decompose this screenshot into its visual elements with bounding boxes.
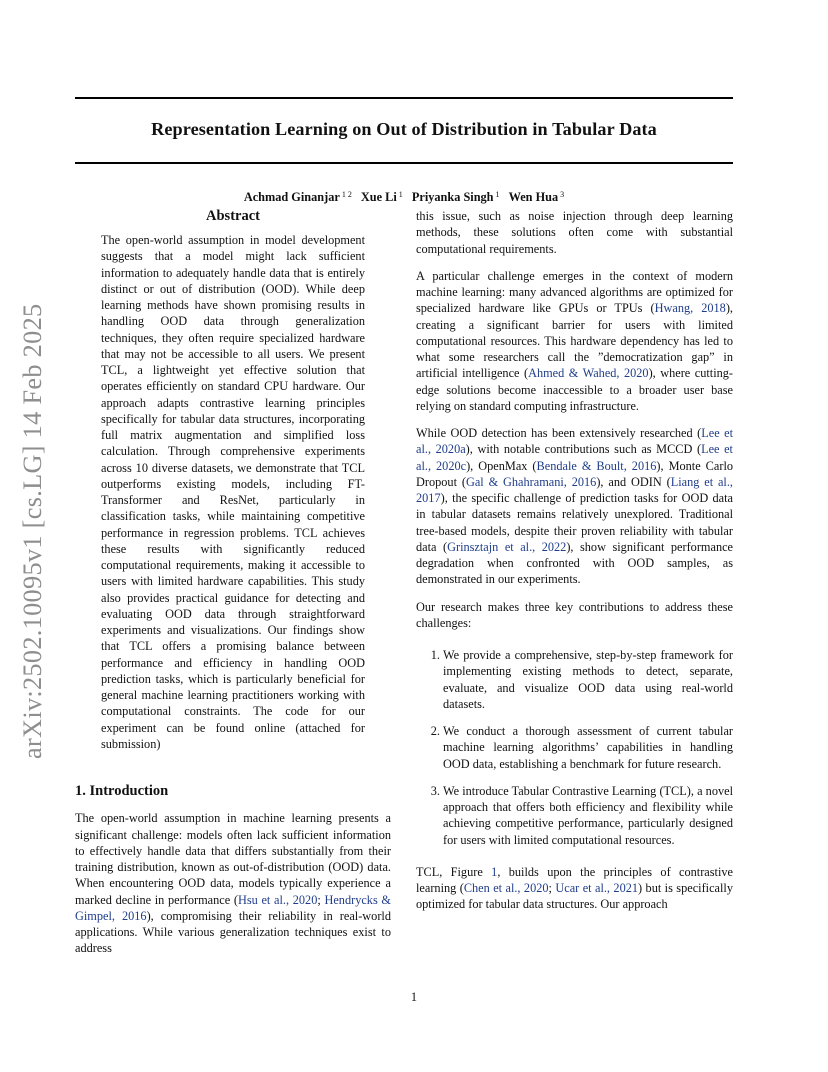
list-item: 1. We provide a comprehensive, step-by-step framework for implementing existing methods to detect, separate, evaluate, and visualize OOD data using real-world datasets.: [443, 647, 733, 712]
intro-paragraph: The open-world assumption in machine learning presents a significant challenge: models often lack sufficient information to effectively handle data that differs substantially from their training distribution, known as out-of-distribution (OOD) data. When encountering OOD data, models typically experience a marked decline in performance (Hsu et al., 2020; Hendrycks & Gimpel, 2016), compromising their reliability in real-world applications. While various generalization techniques exist to address: [75, 811, 391, 956]
intro-paragraph: TCL, Figure 1, builds upon the principles of contrastive learning (Chen et al., 2020; Ucar et al., 2021) but is specifically optimized for tabular data structures. Our approach: [416, 864, 733, 912]
citation-link[interactable]: Bendale & Boult, 2016: [536, 458, 657, 473]
intro-paragraph: this issue, such as noise injection through deep learning methods, these solutions often come with substantial computational requirements.: [416, 209, 733, 256]
citation-link[interactable]: Hwang, 2018: [654, 301, 726, 316]
citation-link[interactable]: Hsu et al., 2020: [237, 892, 318, 907]
author: Priyanka Singh $^1$: [411, 190, 500, 204]
citation-link[interactable]: Ahmed & Wahed, 2020: [528, 366, 649, 381]
abstract-text: The open-world assumption in model development suggests that a model might lack sufficient information to adequately handle data that is entirely distinct or out of distribution (OOD). While deep learning methods have shown promising results in handling OOD data through generalization techniques, they often require specialized hardware that may not be accessible to all users. We present TCL, a lightweight yet effective solution that operates efficiently on standard CPU hardware. Our approach adapts contrastive learning principles specifically for tabular data structures, incorporating full matrix augmentation and simplified loss calculation. Through comprehensive experiments across 10 diverse datasets, we demonstrate that TCL outperforms existing models, including FT-Transformer and ResNet, particularly in classification tasks, while maintaining competitive performance in regression problems. TCL achieves these results with significantly reduced computational requirements, making it accessible to users with limited hardware capabilities. This study also provides practical guidance for detecting and evaluating OOD data through straightforward experiments and visualizations. Our findings show that TCL offers a promising balance between performance and efficiency in handling OOD prediction tasks, which is particularly beneficial for general machine learning practitioners working with computational constraints. The code for our experiment can be found online (attached for submission): [101, 233, 365, 751]
citation-link[interactable]: Gal & Ghahramani, 2016: [465, 474, 597, 489]
arxiv-identifier: arXiv:2502.10095v1 [cs.LG] 14 Feb 2025: [18, 303, 47, 759]
right-column: [416, 208, 733, 913]
intro-paragraph: While OOD detection has been extensively researched (Lee et al., 2020a), with notable contributions such as MCCD (Lee et al., 2020c), OpenMax (Bendale & Boult, 2016), Monte Carlo Dropout (Gal & Ghahramani, 2016), and ODIN (Liang et al., 2017), the specific challenge of prediction tasks for OOD data in tabular datasets remains relatively unexplored. Traditional tree-based models, despite their proven reliability with tabular data (Grinsztajn et al., 2022), show significant performance degradation when confronted with OOD samples, as demonstrated in our experiments.: [416, 426, 734, 587]
list-item: 3. We introduce Tabular Contrastive Learning (TCL), a novel approach that offers both efficiency and flexibility while achieving competitive performance, particularly designed for users with limited computational resources.: [443, 783, 733, 848]
citation-link[interactable]: Hendrycks & Gimpel, 2016: [75, 892, 391, 923]
left-column: [75, 207, 391, 957]
citation-link[interactable]: Liang et al., 2017: [416, 474, 733, 505]
citation-link[interactable]: Grinsztajn et al., 2022: [447, 539, 567, 554]
title-rule-bottom: [75, 162, 733, 164]
contributions-list: [416, 647, 733, 848]
citation-link[interactable]: Lee et al., 2020a: [416, 426, 733, 457]
page-number: 1: [410, 990, 418, 1004]
author: Xue Li $^1$: [360, 190, 403, 204]
author: Achmad Ginanjar $^{1 2}$: [243, 190, 352, 204]
intro-paragraph: A particular challenge emerges in the context of modern machine learning: many advanced algorithms are optimized for specialized hardware like GPUs or TPUs (Hwang, 2018), creating a significant barrier for users with limited computational resources. This hardware dependency has led to what some researchers call the ”democratization gap” in artificial intelligence (Ahmed & Wahed, 2020), where cutting-edge solutions become inaccessible to a broader user base relying on standard computing infrastructure.: [416, 268, 734, 413]
citation-link[interactable]: Lee et al., 2020c: [416, 442, 733, 473]
abstract-heading: Abstract: [206, 208, 260, 224]
citation-link[interactable]: Ucar et al., 2021: [555, 881, 639, 895]
author-list: [75, 190, 733, 205]
intro-paragraph: Our research makes three key contributions to address these challenges:: [416, 599, 733, 630]
citation-link[interactable]: Chen et al., 2020: [463, 881, 549, 895]
title-rule-top: [75, 97, 733, 99]
section-heading-introduction: 1. Introduction: [75, 783, 169, 799]
paper-title: Representation Learning on Out of Distribution in Tabular Data: [151, 119, 657, 139]
list-item: 2. We conduct a thorough assessment of current tabular machine learning algorithms’ capabilities in handling OOD data, establishing a benchmark for future research.: [443, 723, 733, 772]
author: Wen Hua $^3$: [508, 190, 565, 204]
figure-link[interactable]: 1: [491, 864, 498, 879]
